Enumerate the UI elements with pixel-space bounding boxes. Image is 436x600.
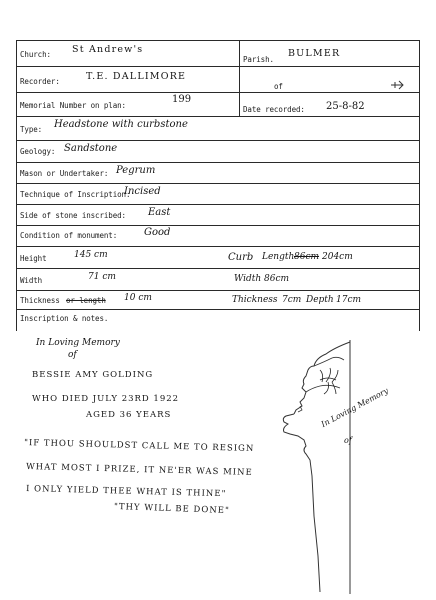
condition-label: Condition of monument: xyxy=(20,231,118,240)
recorder-value: T.E. DALLIMORE xyxy=(86,71,187,82)
curb-label: Curb xyxy=(228,252,254,263)
row-rule xyxy=(16,66,420,67)
height-label: Height xyxy=(20,254,47,263)
arrow-mark-icon xyxy=(390,80,406,90)
sketch-caption-1: In Loving Memory xyxy=(319,386,390,429)
inscription-verse-4: "THY WILL BE DONE" xyxy=(113,502,230,517)
row-rule xyxy=(16,116,420,117)
date-label: Date recorded: xyxy=(243,105,305,114)
memorial-value: 199 xyxy=(172,94,192,105)
memorial-label: Memorial Number on plan: xyxy=(20,101,126,110)
column-rule xyxy=(239,40,240,116)
curb-width-label: Width xyxy=(234,274,262,284)
curb-length-struck: 86cm xyxy=(294,252,320,262)
form-frame xyxy=(16,40,420,331)
headstone-sketch-icon xyxy=(276,336,366,598)
inscription-line-4: WHO DIED JULY 23RD 1922 xyxy=(32,394,180,404)
curb-thickness-label: Thickness xyxy=(232,295,278,305)
curb-thickness-value: 7cm xyxy=(282,295,302,305)
sketch-caption-2: of xyxy=(344,436,352,445)
row-rule xyxy=(16,246,420,247)
thickness-label: Thickness xyxy=(20,296,60,305)
parish-label: Parish. xyxy=(243,55,274,64)
of-label: of xyxy=(274,82,283,91)
side-value: East xyxy=(148,207,171,218)
inscription-verse-3: I ONLY YIELD THEE WHAT IS THINE" xyxy=(25,484,227,500)
row-rule xyxy=(16,92,420,93)
curb-depth-value: 17cm xyxy=(336,295,362,305)
geology-label: Geology: xyxy=(20,147,56,156)
row-rule xyxy=(16,204,420,205)
church-label: Church: xyxy=(20,50,51,59)
inscription-line-5: AGED 36 YEARS xyxy=(86,410,172,420)
curb-length-value: 204cm xyxy=(322,252,353,262)
width-label: Width xyxy=(20,276,43,285)
width-value: 71 cm xyxy=(88,272,116,282)
record-sheet xyxy=(6,6,430,594)
technique-label: Technique of Inscription: xyxy=(20,190,131,199)
curb-depth-label: Depth xyxy=(306,295,334,305)
type-value: Headstone with curbstone xyxy=(54,119,188,130)
row-rule xyxy=(16,183,420,184)
technique-value: Incised xyxy=(124,186,161,197)
inscription-label: Inscription & notes. xyxy=(20,314,109,323)
mason-value: Pegrum xyxy=(116,165,156,176)
row-rule xyxy=(16,268,420,269)
curb-length-label: Length xyxy=(262,252,295,262)
geology-value: Sandstone xyxy=(64,143,118,154)
inscription-verse-2: WHAT MOST I PRIZE, IT NE'ER WAS MINE xyxy=(25,462,253,478)
row-rule xyxy=(16,225,420,226)
condition-value: Good xyxy=(144,227,171,238)
row-rule xyxy=(16,290,420,291)
inscription-verse-1: "IF THOU SHOULDST CALL ME TO RESIGN xyxy=(23,438,255,455)
inscription-line-3: BESSIE AMY GOLDING xyxy=(32,370,154,380)
date-value: 25-8-82 xyxy=(326,101,365,112)
height-value: 145 cm xyxy=(74,250,108,260)
church-value: St Andrew's xyxy=(72,44,144,55)
row-rule xyxy=(16,162,420,163)
thickness-struck: or length xyxy=(66,296,106,305)
curb-width-value: 86cm xyxy=(264,274,290,284)
inscription-line-1: In Loving Memory xyxy=(36,338,120,348)
thickness-value: 10 cm xyxy=(124,293,152,303)
row-rule xyxy=(16,309,420,310)
parish-value: BULMER xyxy=(288,48,341,59)
mason-label: Mason or Undertaker: xyxy=(20,169,109,178)
row-rule xyxy=(16,140,420,141)
recorder-label: Recorder: xyxy=(20,77,60,86)
type-label: Type: xyxy=(20,125,43,134)
inscription-line-2: of xyxy=(68,350,77,360)
side-label: Side of stone inscribed: xyxy=(20,211,126,220)
